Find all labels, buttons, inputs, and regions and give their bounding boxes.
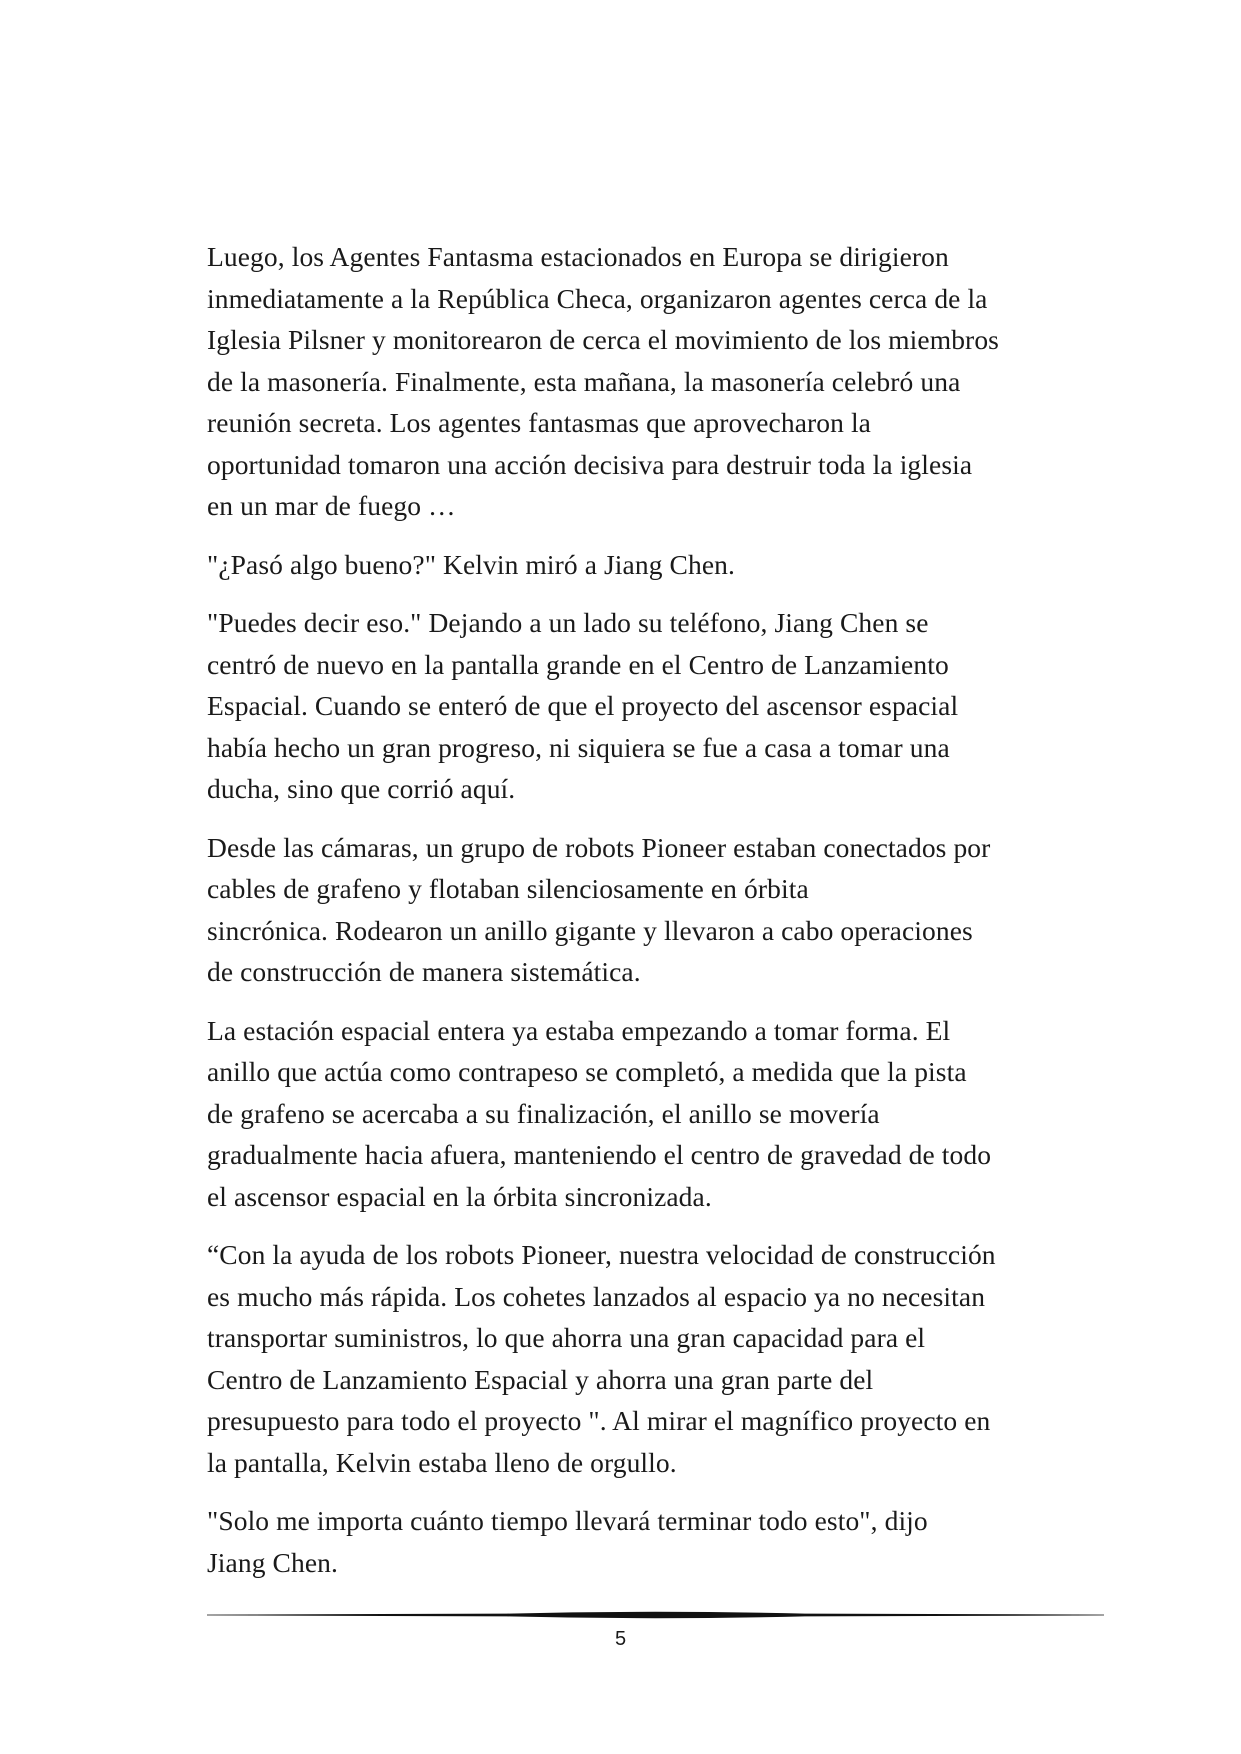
text-line: el ascensor espacial en la órbita sincronizada.: [207, 1180, 712, 1212]
body-text: [207, 236, 1077, 1600]
text-line: de la masonería. Finalmente, esta mañana, la masonería celebró una: [207, 365, 961, 397]
text-line: ducha, sino que corrió aquí.: [207, 773, 516, 804]
text-line: "Solo me importa cuánto tiempo llevará terminar todo esto", dijo: [207, 1505, 928, 1536]
text-line: Centro de Lanzamiento Espacial y ahorra una gran parte del: [207, 1363, 874, 1395]
text-line: en un mar de fuego …: [207, 490, 456, 521]
text-line: reunión secreta. Los agentes fantasmas que aprovecharon la: [207, 407, 871, 438]
text-line: centró de nuevo en la pantalla grande en el Centro de Lanzamiento: [207, 648, 949, 680]
text-line: presupuesto para todo el proyecto ". Al mirar el magnífico proyecto en: [207, 1405, 991, 1436]
text-line: había hecho un gran progreso, ni siquiera se fue a casa a tomar una: [207, 731, 950, 763]
paragraph: [207, 827, 1077, 993]
paragraph: [207, 602, 1077, 810]
paragraph: [207, 1234, 1077, 1483]
paragraph: [207, 236, 1077, 527]
text-line: la pantalla, Kelvin estaba lleno de orgullo.: [207, 1446, 677, 1478]
text-line: La estación espacial entera ya estaba empezando a tomar forma. El: [207, 1014, 951, 1046]
page-number: 5: [614, 1628, 627, 1650]
text-line: Desde las cámaras, un grupo de robots Pioneer estaban conectados por: [207, 831, 991, 863]
text-line: cables de grafeno y flotaban silenciosamente en órbita: [207, 873, 809, 904]
text-line: de construcción de manera sistemática.: [207, 956, 641, 987]
paragraph: [207, 544, 1077, 586]
text-line: Iglesia Pilsner y monitorearon de cerca el movimiento de los miembros: [207, 324, 999, 355]
text-line: es mucho más rápida. Los cohetes lanzados al espacio ya no necesitan: [207, 1280, 986, 1312]
text-line: sincrónica. Rodearon un anillo gigante y llevaron a cabo operaciones: [207, 914, 973, 946]
text-line: "Puedes decir eso." Dejando a un lado su teléfono, Jiang Chen se: [207, 607, 929, 638]
text-line: inmediatamente a la República Checa, organizaron agentes cerca de la: [207, 282, 988, 314]
text-line: gradualmente hacia afuera, manteniendo el centro de gravedad de todo: [207, 1139, 992, 1170]
paragraph: [207, 1500, 1077, 1583]
text-line: “Con la ayuda de los robots Pioneer, nuestra velocidad de construcción: [207, 1239, 996, 1270]
text-line: Espacial. Cuando se enteró de que el proyecto del ascensor espacial: [207, 690, 959, 721]
text-line: anillo que actúa como contrapeso se completó, a medida que la pista: [207, 1056, 967, 1087]
paragraph: [207, 1010, 1077, 1218]
text-line: "¿Pasó algo bueno?" Kelvin miró a Jiang Chen.: [207, 548, 735, 580]
text-line: Jiang Chen.: [207, 1546, 338, 1578]
text-line: transportar suministros, lo que ahorra una gran capacidad para el: [207, 1322, 926, 1353]
footer-divider: [207, 1609, 1104, 1621]
text-line: Luego, los Agentes Fantasma estacionados en Europa se dirigieron: [207, 241, 949, 272]
text-line: oportunidad tomaron una acción decisiva para destruir toda la iglesia: [207, 448, 973, 480]
text-line: de grafeno se acercaba a su finalización, el anillo se movería: [207, 1097, 880, 1129]
